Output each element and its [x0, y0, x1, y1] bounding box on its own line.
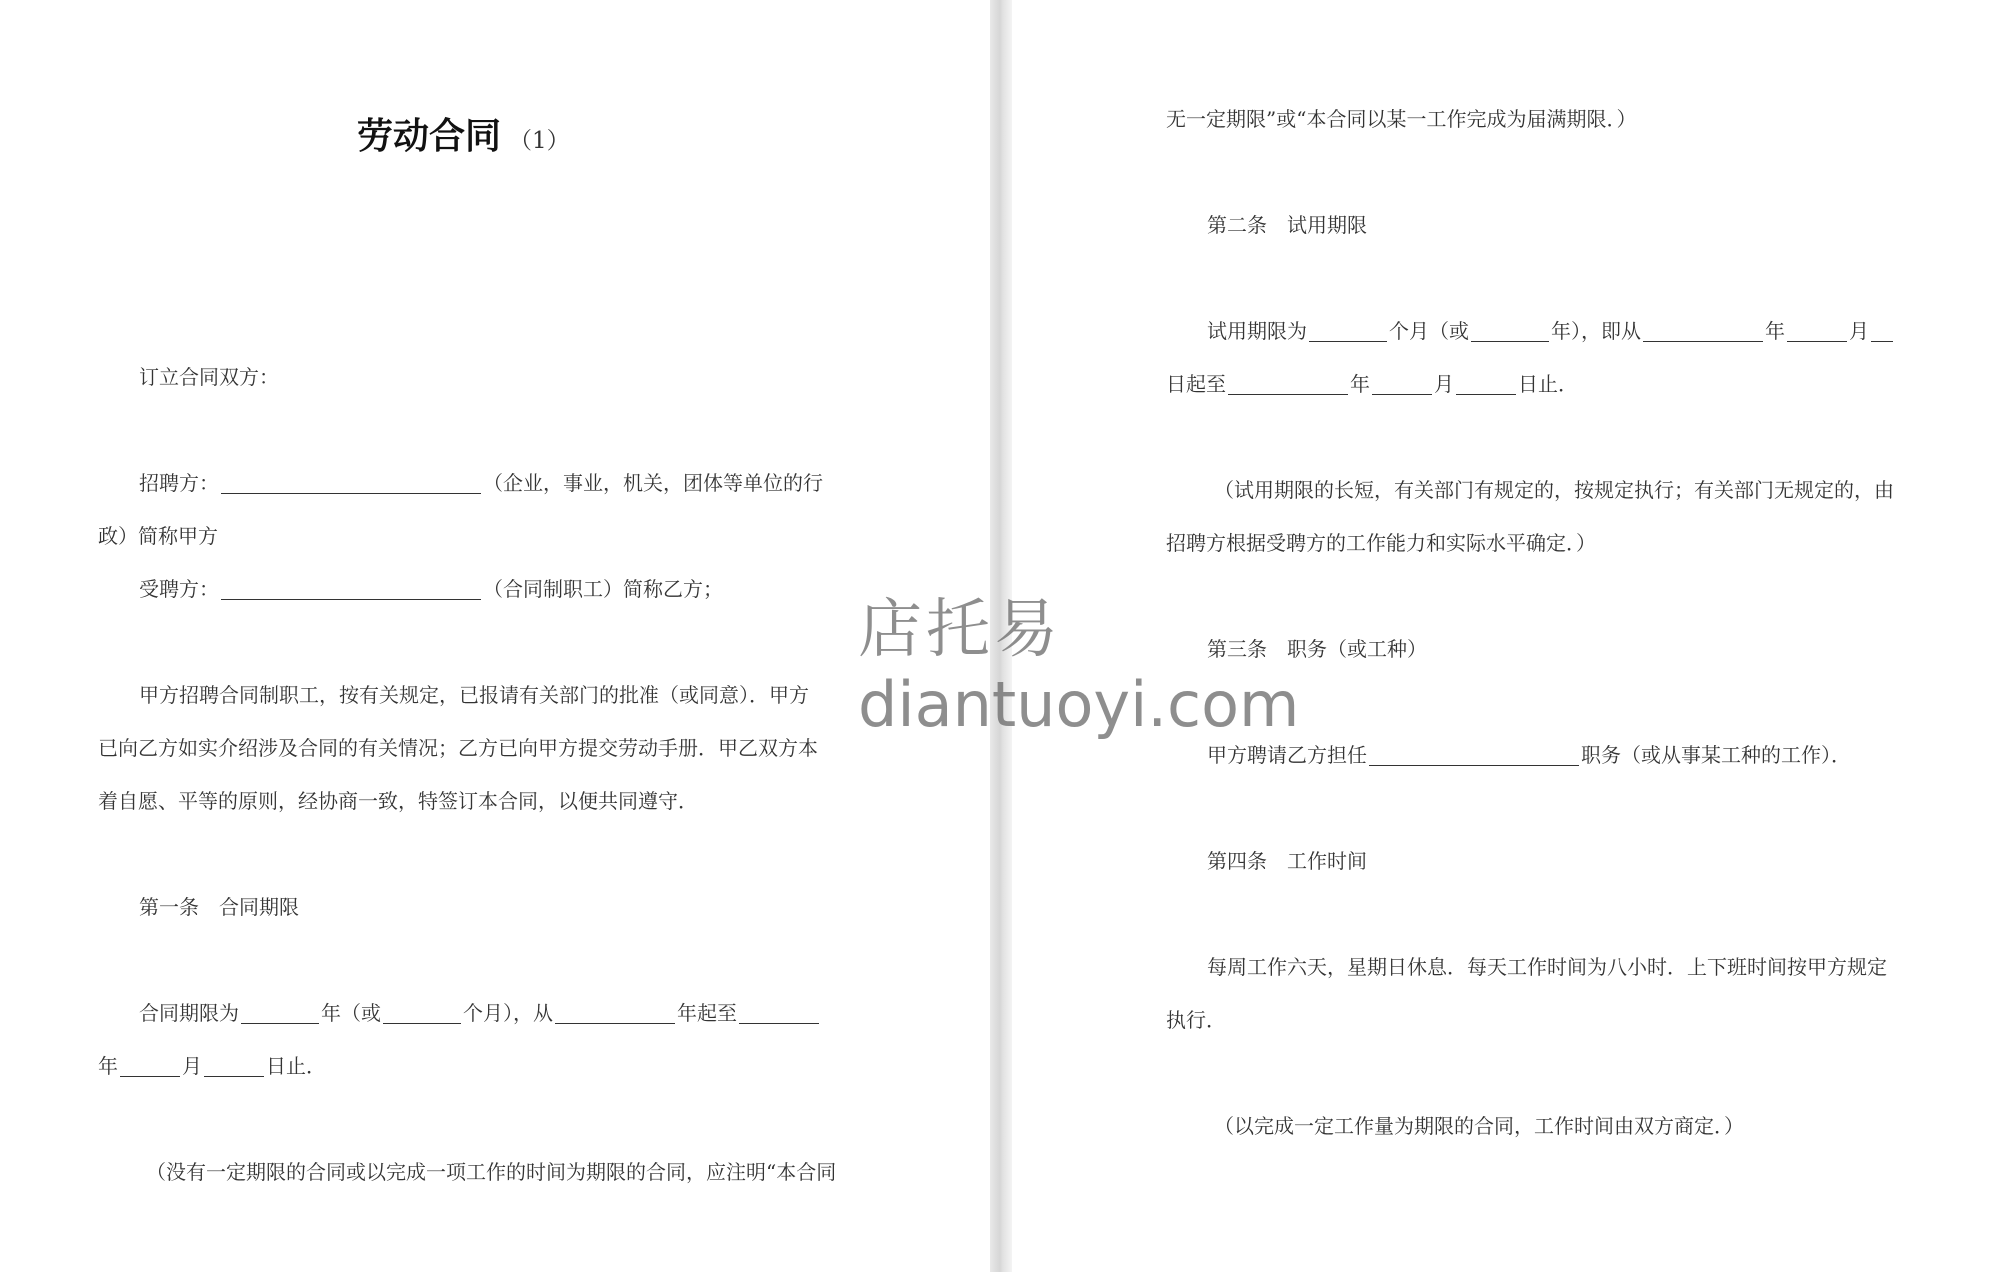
watermark-cn: 店托易: [858, 593, 1062, 667]
employee-line: [139, 576, 723, 602]
article-3-line: [1207, 742, 1851, 768]
text: 年: [1350, 372, 1370, 396]
article-2-note-1: （试用期限的长短，有关部门有规定的，按规定执行；有关部门无规定的，由: [1214, 478, 1894, 502]
article-1-line-1: [139, 1000, 821, 1026]
text: 年: [98, 1054, 118, 1078]
employer-note: （企业，事业，机关，团体等单位的行: [483, 471, 823, 495]
end-day-blank[interactable]: [204, 1054, 264, 1077]
text: 年（或: [321, 1001, 381, 1025]
text: 日止．: [266, 1054, 326, 1078]
title-suffix: （1）: [509, 128, 570, 154]
article-4-heading: 第四条 工作时间: [1207, 849, 1367, 873]
trial-end-day-blank[interactable]: [1456, 372, 1516, 395]
article-2-note-2: 招聘方根据受聘方的工作能力和实际水平确定．）: [1166, 531, 1596, 555]
trial-start-year-blank[interactable]: [1643, 319, 1763, 342]
text: 月: [1849, 319, 1869, 343]
text: 月: [182, 1054, 202, 1078]
document-page-left: [0, 0, 990, 1272]
text: 年），即从: [1551, 319, 1641, 343]
parties-label: 订立合同双方：: [139, 365, 279, 389]
employee-note: （合同制职工）简称乙方；: [483, 577, 723, 601]
intro-line-3: 着自愿、平等的原则，经协商一致，特签订本合同，以便共同遵守．: [98, 789, 698, 813]
employer-label: 招聘方：: [139, 471, 219, 495]
text: 个月），从: [463, 1001, 553, 1025]
article-1-heading: 第一条 合同期限: [139, 895, 299, 919]
article-3-heading: 第三条 职务（或工种）: [1207, 637, 1427, 661]
text: 甲方聘请乙方担任: [1207, 743, 1367, 767]
employee-label: 受聘方：: [139, 577, 219, 601]
text: 个月（或: [1389, 319, 1469, 343]
employer-line: [139, 470, 823, 496]
watermark-url: diantuoyi.com: [858, 668, 1300, 741]
trial-years-blank[interactable]: [1471, 319, 1549, 342]
text: 日起至: [1166, 372, 1226, 396]
years-blank[interactable]: [241, 1001, 319, 1024]
trial-start-month-blank[interactable]: [1787, 319, 1847, 342]
months-blank[interactable]: [383, 1001, 461, 1024]
title-main: 劳动合同: [357, 116, 502, 157]
text: 年: [1765, 319, 1785, 343]
employee-blank[interactable]: [221, 577, 481, 600]
position-blank[interactable]: [1369, 743, 1579, 766]
text: 月: [1434, 372, 1454, 396]
employer-blank[interactable]: [221, 471, 481, 494]
employer-note-cont: 政）简称甲方: [98, 524, 218, 548]
start-year-blank[interactable]: [555, 1001, 675, 1024]
article-2-heading: 第二条 试用期限: [1207, 213, 1367, 237]
end-blank[interactable]: [739, 1001, 819, 1024]
end-month-blank[interactable]: [120, 1054, 180, 1077]
text: 日止．: [1518, 372, 1578, 396]
text: 年起至: [677, 1001, 737, 1025]
text: 试用期限为: [1207, 319, 1307, 343]
article-2-line-1: [1207, 318, 1895, 344]
article-4-note: （以完成一定工作量为期限的合同，工作时间由双方商定．）: [1214, 1114, 1744, 1138]
trial-months-blank[interactable]: [1309, 319, 1387, 342]
trial-start-day-blank[interactable]: [1871, 319, 1893, 342]
text: 职务（或从事某工种的工作）．: [1581, 743, 1851, 767]
document-page-right: [1012, 0, 1998, 1272]
intro-line-1: 甲方招聘合同制职工，按有关规定，已报请有关部门的批准（或同意）．甲方: [139, 683, 809, 707]
intro-line-2: 已向乙方如实介绍涉及合同的有关情况；乙方已向甲方提交劳动手册．甲乙双方本: [98, 736, 818, 760]
trial-end-year-blank[interactable]: [1228, 372, 1348, 395]
article-1-note: （没有一定期限的合同或以完成一项工作的时间为期限的合同，应注明“本合同: [146, 1160, 837, 1184]
article-2-line-2: [1166, 371, 1578, 397]
article-4-line-1: 每周工作六天，星期日休息．每天工作时间为八小时．上下班时间按甲方规定: [1207, 955, 1887, 979]
article-1-line-2: [98, 1053, 326, 1079]
contract-title: [357, 108, 570, 159]
text: 合同期限为: [139, 1001, 239, 1025]
trial-end-month-blank[interactable]: [1372, 372, 1432, 395]
article-4-line-2: 执行．: [1166, 1008, 1226, 1032]
continued-line: 无一定期限”或“本合同以某一工作完成为届满期限．）: [1166, 107, 1637, 131]
